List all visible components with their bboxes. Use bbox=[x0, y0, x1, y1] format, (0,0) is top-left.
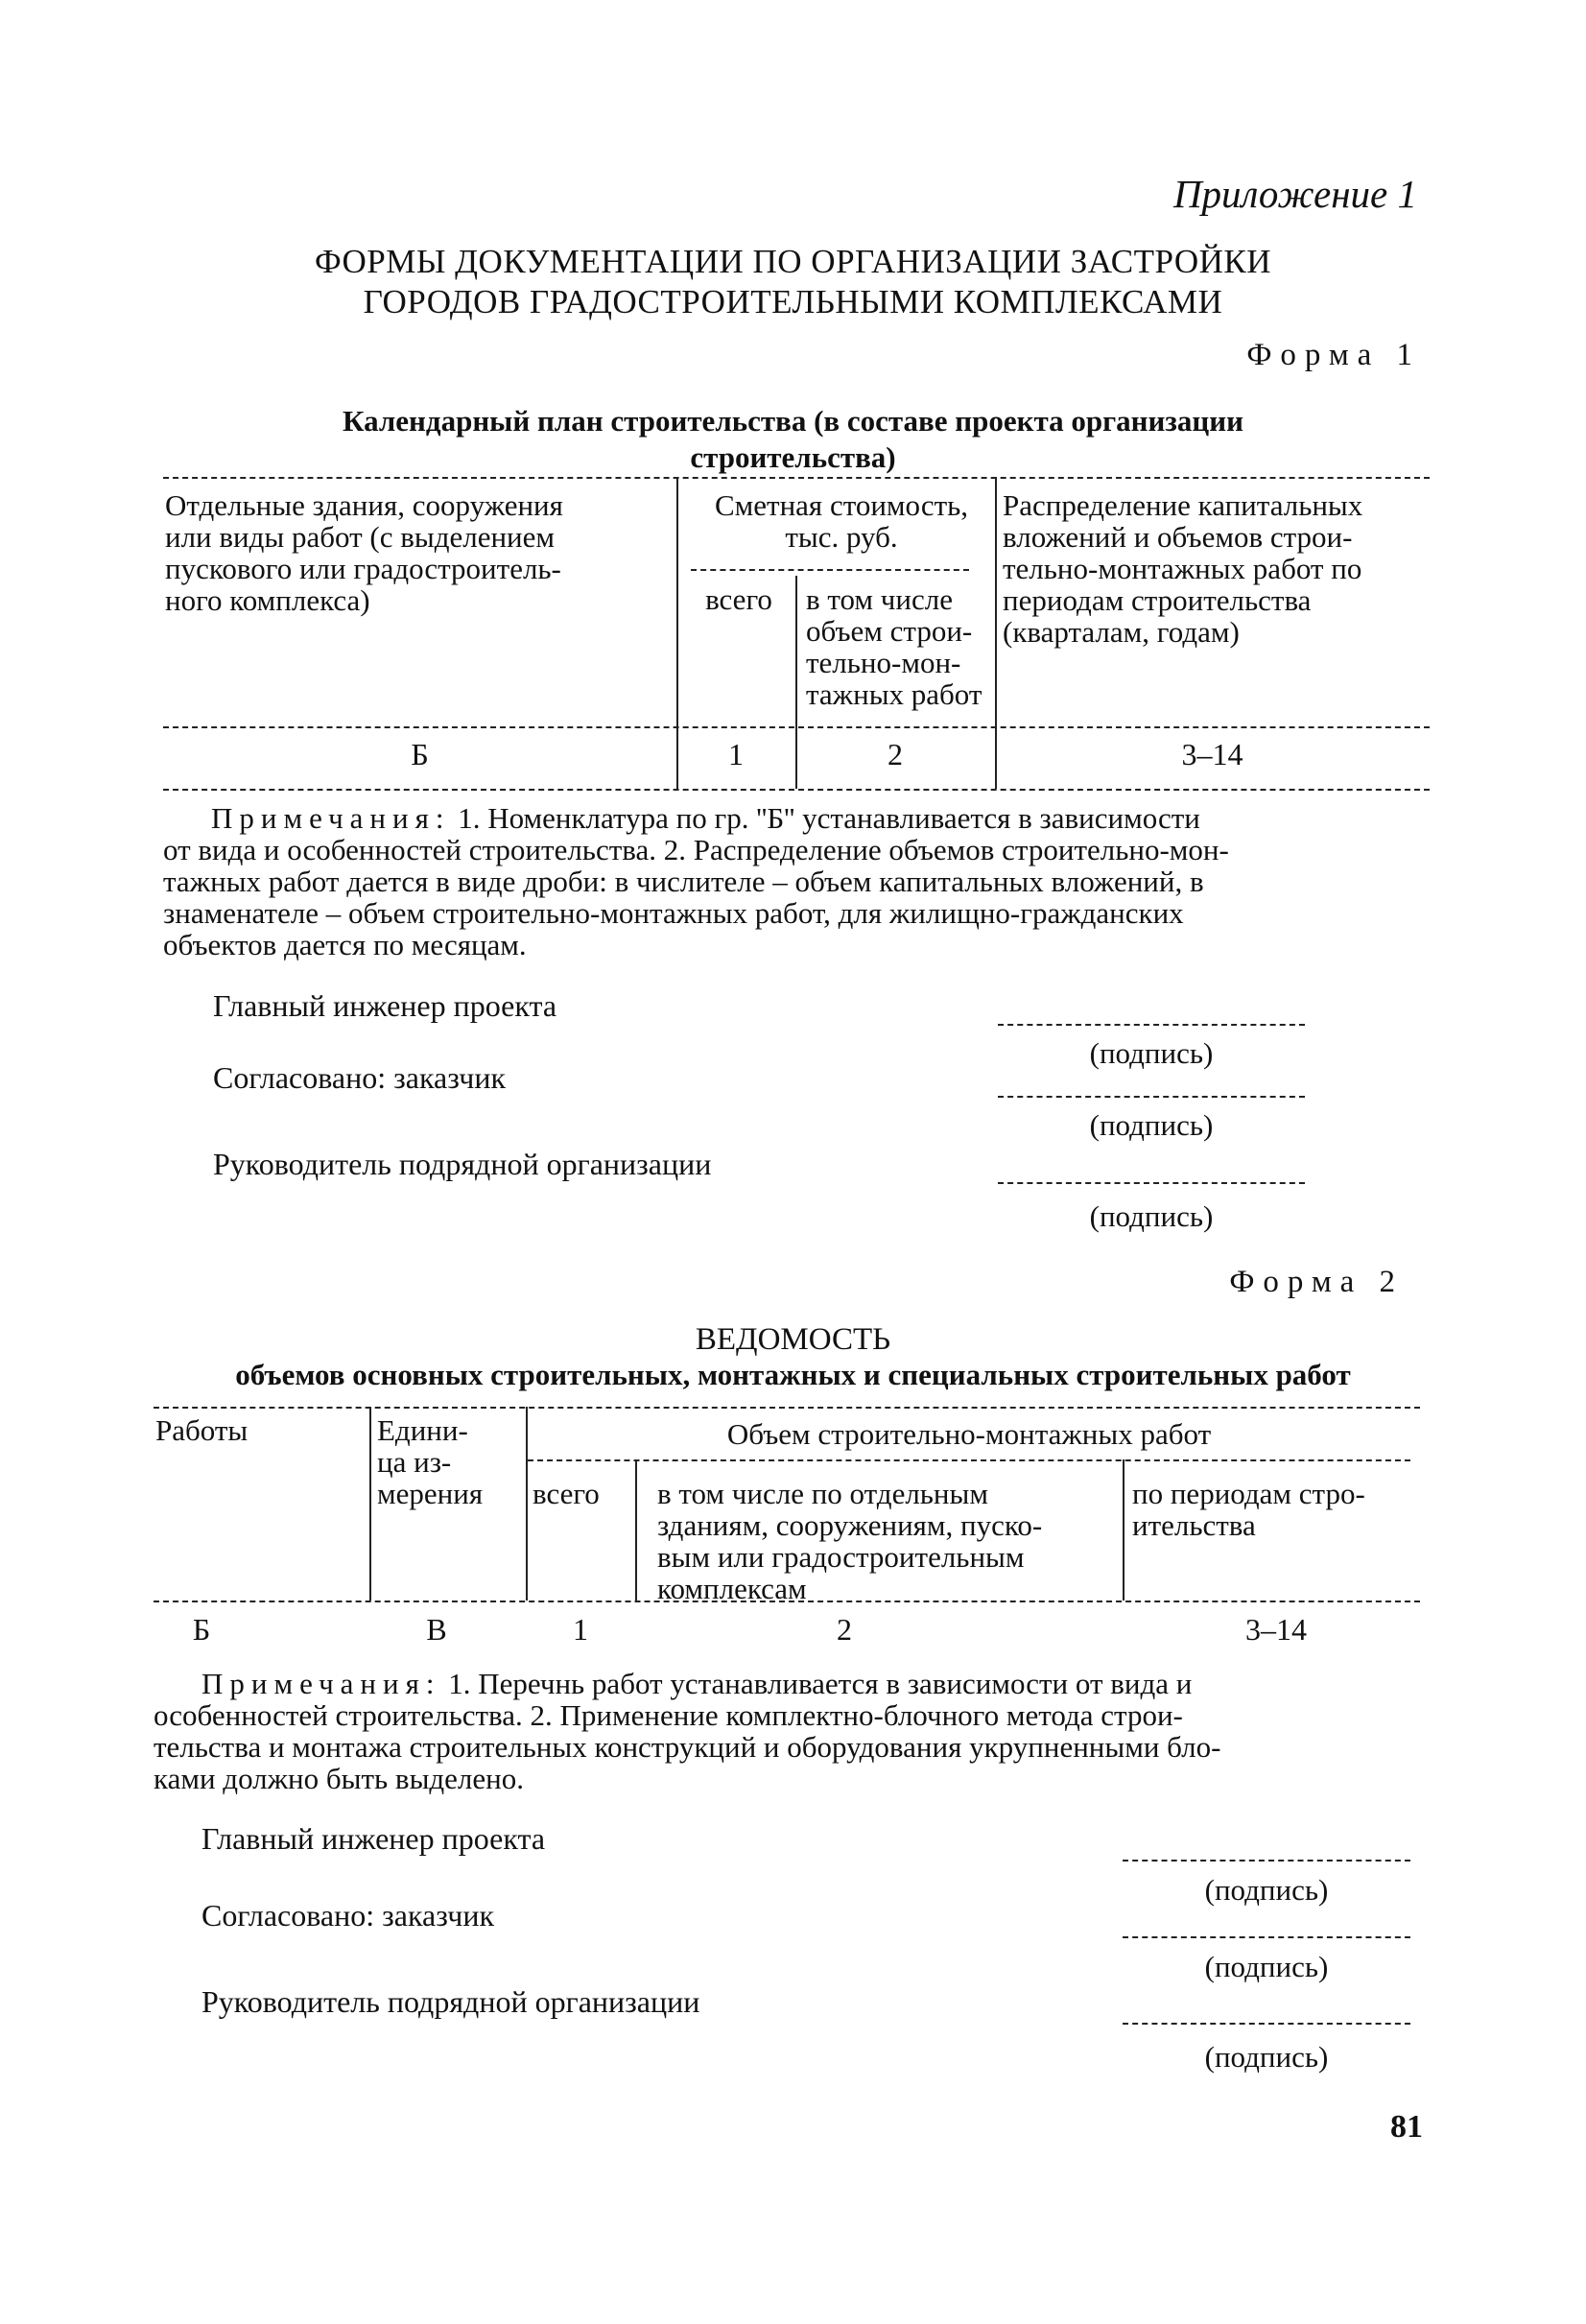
signature-label: Главный инженер проекта bbox=[213, 988, 557, 1023]
appendix-label: Приложение 1 bbox=[1172, 172, 1417, 216]
column-number: 2 bbox=[888, 737, 903, 771]
header-line: по периодам стро- bbox=[1132, 1477, 1365, 1510]
table-column-divider bbox=[369, 1407, 371, 1601]
header-volume: Объем строительно-монтажных работ bbox=[726, 1417, 1212, 1451]
signature-label: Руководитель подрядной организации bbox=[201, 1984, 700, 2019]
form2-label: Форма 2 bbox=[1229, 1265, 1404, 1299]
header-line: или виды работ (с выделением bbox=[165, 520, 556, 554]
note-line: объектов дается по месяцам. bbox=[163, 928, 527, 961]
signature-label: Главный инженер проекта bbox=[201, 1821, 546, 1856]
form2-notes bbox=[154, 1668, 1420, 1794]
note-line: тельства и монтажа строительных конструкций и оборудования укрупненными бло- bbox=[154, 1730, 1221, 1764]
signature-caption: (подпись) bbox=[1089, 1199, 1214, 1233]
signature-caption: (подпись) bbox=[1204, 2040, 1329, 2074]
table-column-divider bbox=[1123, 1459, 1124, 1601]
header-line: Сметная стоимость, bbox=[714, 488, 969, 522]
page-number: 81 bbox=[1390, 2109, 1423, 2145]
header-line: комплексам bbox=[657, 1572, 807, 1605]
column-number: 1 bbox=[573, 1612, 588, 1647]
note-label: Примечания: bbox=[201, 1667, 441, 1700]
header-line: в том числе по отдельным bbox=[657, 1477, 988, 1510]
header-line: тыс. руб. bbox=[785, 520, 898, 554]
page-title-line: ГОРОДОВ ГРАДОСТРОИТЕЛЬНЫМИ КОМПЛЕКСАМИ bbox=[363, 283, 1223, 320]
signature-label: Согласовано: заказчик bbox=[201, 1898, 494, 1933]
form1-title-line: строительства) bbox=[690, 440, 896, 474]
header-line: в том числе bbox=[806, 582, 953, 616]
column-number: 3–14 bbox=[1181, 737, 1243, 771]
header-line: периодам строительства bbox=[1003, 583, 1312, 617]
header-total: всего bbox=[533, 1477, 600, 1510]
header-line: Распределение капитальных bbox=[1003, 488, 1363, 522]
header-line: тельно-мон- bbox=[806, 646, 961, 679]
header-works: Работы bbox=[155, 1413, 249, 1447]
header-by-buildings bbox=[657, 1478, 1042, 1604]
table-column-divider bbox=[635, 1459, 637, 1601]
note-label: Примечания: bbox=[211, 801, 451, 835]
note-text: 1. Перечнь работ устанавливается в зависимости от вида и bbox=[448, 1667, 1193, 1700]
header-by-periods bbox=[1132, 1478, 1365, 1541]
header-line: ительства bbox=[1132, 1508, 1256, 1542]
signature-label: Согласовано: заказчик bbox=[213, 1060, 506, 1095]
header-line: вым или градостроительным bbox=[657, 1540, 1025, 1574]
column-number: В bbox=[426, 1612, 447, 1647]
note-text: 1. Номенклатура по гр. ''Б'' устанавливается в зависимости bbox=[458, 801, 1200, 835]
column-number: Б bbox=[192, 1612, 211, 1647]
column-number: 2 bbox=[837, 1612, 852, 1647]
form1-label: Форма 1 bbox=[1246, 338, 1421, 372]
header-line: тажных работ bbox=[806, 677, 982, 711]
header-line: (кварталам, годам) bbox=[1003, 615, 1240, 649]
header-line: пускового или градостроитель- bbox=[165, 552, 561, 585]
column-number: 1 bbox=[728, 737, 744, 771]
signature-line bbox=[1123, 2023, 1410, 2025]
note-line bbox=[154, 1668, 1420, 1699]
signature-line bbox=[1123, 1936, 1410, 1938]
note-line: от вида и особенностей строительства. 2. Распределение объемов строительно-мон- bbox=[163, 833, 1229, 866]
signature-caption: (подпись) bbox=[1089, 1108, 1214, 1142]
header-line: Едини- bbox=[377, 1413, 468, 1447]
header-line: тельно-монтажных работ по bbox=[1003, 552, 1362, 585]
column-number: Б bbox=[411, 737, 429, 771]
form2-subheading: объемов основных строительных, монтажных и специальных строительных работ bbox=[235, 1358, 1351, 1391]
header-line: вложений и объемов строи- bbox=[1003, 520, 1353, 554]
header-line: объем строи- bbox=[806, 614, 973, 648]
note-line: знаменателе – объем строительно-монтажных работ, для жилищно-гражданских bbox=[163, 896, 1184, 930]
signature-caption: (подпись) bbox=[1204, 1950, 1329, 1983]
header-line: зданиям, сооружениям, пуско- bbox=[657, 1508, 1043, 1542]
form1-title-line: Календарный план строительства (в составе проекта организации bbox=[343, 404, 1243, 438]
note-line: тажных работ дается в виде дроби: в числителе – объем капитальных вложений, в bbox=[163, 865, 1204, 898]
header-line: ца из- bbox=[377, 1445, 452, 1479]
signature-caption: (подпись) bbox=[1204, 1873, 1329, 1907]
header-line: ного комплекса) bbox=[165, 583, 370, 617]
note-line: особенностей строительства. 2. Применение комплектно-блочного метода строи- bbox=[154, 1698, 1183, 1732]
table-rule bbox=[528, 1459, 1410, 1461]
form2-heading: ВЕДОМОСТЬ bbox=[695, 1322, 891, 1357]
signature-caption: (подпись) bbox=[1089, 1036, 1214, 1070]
header-line: мерения bbox=[377, 1477, 484, 1510]
signature-line bbox=[1123, 1860, 1410, 1862]
header-unit bbox=[377, 1414, 483, 1509]
header-total: всего bbox=[705, 582, 772, 616]
note-line: ками должно быть выделено. bbox=[154, 1762, 525, 1795]
page-title-line: ФОРМЫ ДОКУМЕНТАЦИИ ПО ОРГАНИЗАЦИИ ЗАСТРОЙКИ bbox=[314, 243, 1272, 280]
table-rule bbox=[154, 1407, 1420, 1409]
column-number: 3–14 bbox=[1245, 1612, 1307, 1647]
signature-label: Руководитель подрядной организации bbox=[213, 1147, 712, 1181]
header-line: Отдельные здания, сооружения bbox=[165, 488, 563, 522]
